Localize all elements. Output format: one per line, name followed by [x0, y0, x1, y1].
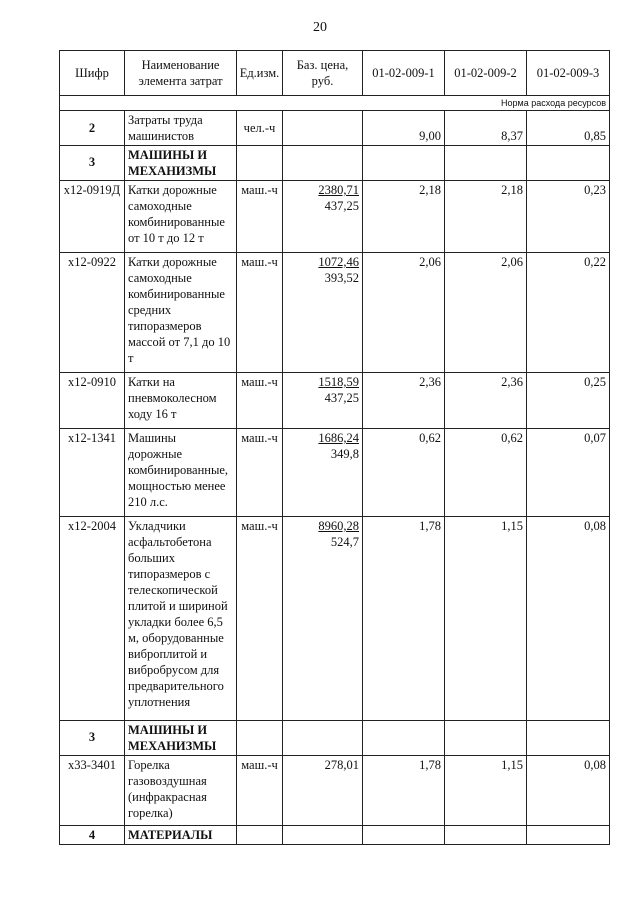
item-price — [283, 429, 363, 517]
item-v3: 0,22 — [527, 253, 610, 373]
item-price-bottom: 524,7 — [330, 535, 359, 549]
table-row — [60, 253, 610, 373]
item-unit: маш.-ч — [237, 253, 283, 373]
header-col2: 01-02-009-2 — [445, 51, 527, 96]
item-price — [283, 517, 363, 721]
item-v2: 0,62 — [445, 429, 527, 517]
item-price-top: 1072,46 — [318, 255, 359, 269]
item-v2: 1,15 — [445, 517, 527, 721]
item-price — [283, 181, 363, 253]
table-row — [60, 181, 610, 253]
labor-v3: 0,85 — [527, 111, 610, 146]
page-number: 20 — [313, 20, 327, 35]
item-v3: 0,25 — [527, 373, 610, 429]
item-price-top: 1518,59 — [318, 375, 359, 389]
item-price-bottom: 349,8 — [330, 447, 359, 461]
header-price: Баз. цена, руб. — [283, 51, 363, 96]
item-v2: 1,15 — [445, 756, 527, 826]
section1-code: 3 — [60, 146, 125, 181]
header-col3: 01-02-009-3 — [527, 51, 610, 96]
item-name: Катки на пневмоколесном ходу 16 т — [125, 373, 237, 429]
item-v3: 0,08 — [527, 756, 610, 826]
item-price: 278,01 — [283, 756, 363, 826]
labor-v2: 8,37 — [445, 111, 527, 146]
item-code: х12-0919Д — [60, 181, 125, 253]
item-name: Укладчики асфальтобетона больших типоразмеров с телескопической плитой и шириной укладки более 6,5 м, оборудованные виброплитой и вибробрусом для предварительного уплотнения — [125, 517, 237, 721]
item-v2: 2,06 — [445, 253, 527, 373]
item-code: х12-0922 — [60, 253, 125, 373]
section2-head — [60, 721, 610, 756]
item-price-top: 8960,28 — [318, 519, 359, 533]
labor-price — [283, 111, 363, 146]
item-unit: маш.-ч — [237, 429, 283, 517]
item-price-top: 1686,24 — [318, 431, 359, 445]
item-v1: 0,62 — [363, 429, 445, 517]
resource-table — [59, 50, 610, 845]
item-code: х12-0910 — [60, 373, 125, 429]
item-code: х33-3401 — [60, 756, 125, 826]
norm-caption-row — [60, 96, 610, 111]
item-unit: маш.-ч — [237, 517, 283, 721]
item-v3: 0,07 — [527, 429, 610, 517]
item-name: Катки дорожные самоходные комбинированные от 10 т до 12 т — [125, 181, 237, 253]
header-row — [60, 51, 610, 96]
norm-caption: Норма расхода ресурсов — [60, 96, 610, 111]
item-name: Катки дорожные самоходные комбинированные средних типоразмеров массой от 7,1 до 10 т — [125, 253, 237, 373]
materials-code: 4 — [60, 826, 125, 845]
item-v2: 2,36 — [445, 373, 527, 429]
item-v3: 0,23 — [527, 181, 610, 253]
labor-code: 2 — [60, 111, 125, 146]
header-name: Наименование элемента затрат — [125, 51, 237, 96]
item-price-bottom: 393,52 — [324, 271, 359, 285]
table-row — [60, 517, 610, 721]
section1-title: МАШИНЫ И МЕХАНИЗМЫ — [125, 146, 237, 181]
item-v2: 2,18 — [445, 181, 527, 253]
item-v1: 1,78 — [363, 517, 445, 721]
item-unit: маш.-ч — [237, 756, 283, 826]
table-row — [60, 429, 610, 517]
header-unit: Ед.изм. — [237, 51, 283, 96]
header-col1: 01-02-009-1 — [363, 51, 445, 96]
item-price-top: 2380,71 — [318, 183, 359, 197]
item-price — [283, 373, 363, 429]
item-name: Машины дорожные комбинированные, мощностью менее 210 л.с. — [125, 429, 237, 517]
section2-title: МАШИНЫ И МЕХАНИЗМЫ — [125, 721, 237, 756]
materials-title: МАТЕРИАЛЫ — [125, 826, 237, 845]
item-price — [283, 253, 363, 373]
labor-name: Затраты труда машинистов — [125, 111, 237, 146]
header-code: Шифр — [60, 51, 125, 96]
item-v1: 2,36 — [363, 373, 445, 429]
item-price-bottom: 437,25 — [324, 199, 359, 213]
item-unit: маш.-ч — [237, 373, 283, 429]
item-v1: 1,78 — [363, 756, 445, 826]
labor-unit: чел.-ч — [237, 111, 283, 146]
materials-row — [60, 826, 610, 845]
table-row — [60, 756, 610, 826]
labor-v1: 9,00 — [363, 111, 445, 146]
table-row — [60, 373, 610, 429]
item-unit: маш.-ч — [237, 181, 283, 253]
item-code: х12-1341 — [60, 429, 125, 517]
item-v1: 2,06 — [363, 253, 445, 373]
item-v1: 2,18 — [363, 181, 445, 253]
section2-code: 3 — [60, 721, 125, 756]
item-v3: 0,08 — [527, 517, 610, 721]
item-name: Горелка газовоздушная (инфракрасная горелка) — [125, 756, 237, 826]
labor-row — [60, 111, 610, 146]
item-code: х12-2004 — [60, 517, 125, 721]
section1-head — [60, 146, 610, 181]
item-price-bottom: 437,25 — [324, 391, 359, 405]
